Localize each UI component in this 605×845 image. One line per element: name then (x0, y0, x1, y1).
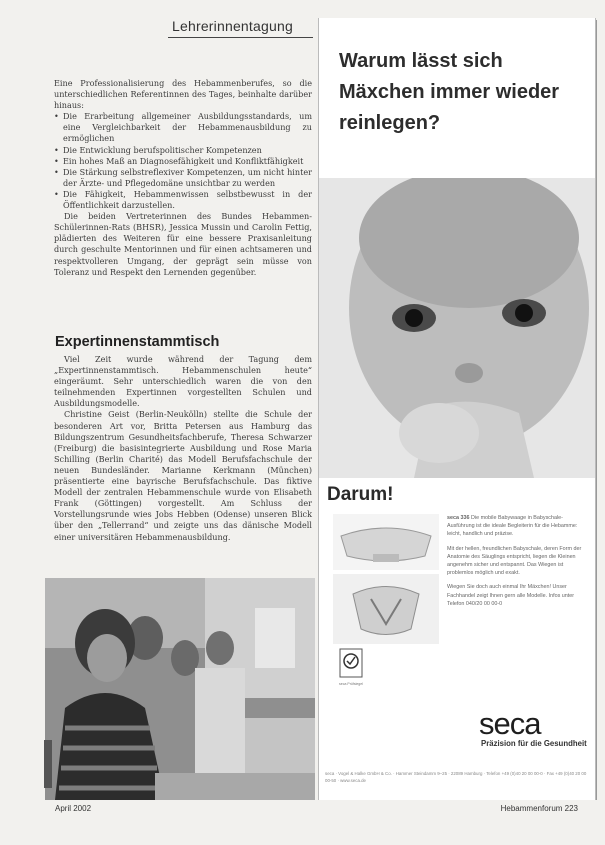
ad-copy (447, 514, 585, 614)
subheading: Expertinnenstammtisch (55, 334, 220, 350)
article-paragraph: Die beiden Vertreterinnen des Bundes Hebammen-Schülerinnen-Rats (BHSR), Jessica Mussin und Carolin Fettig, plädierten des Weiteren für eine bessere Praxisanleitung durch geschulte Mentorinnen und für einen achtsameren und respektvolleren Umgang, der geprägt sein müsse von Toleranz und Respekt den Lernenden gegenüber. (54, 211, 312, 277)
article-paragraph: Christine Geist (Berlin-Neukölln) stellte die Schule der besonderen Art vor, Britta Petersen aus Hamburg das Bildungszentrum Gesundheitsfachberufe, Theresa Schwarzer (Freiburg) die basisintegrierte Ausbildung und Rose Maria Schilling (Berlin Charité) das Modell Berufsfachschule der neuen Bundesländer. Marianne Kerkmann (München) präsentierte eine bayrische Berufsfachschule. Das fiktive Modell der zentralen Hebammenschule wurde von Elisabeth Frank (Göttingen) vorgestellt. Am Schluss der Vorstellungsrunde wies Jobs Hebben (Odense) unseren Blick über den „Tellerrand“ und zeigte uns das dänische Modell einer universitären Hebammenausbildung. (54, 409, 312, 542)
ad-answer: Darum! (327, 484, 394, 505)
section-tag: Lehrerinnentagung (172, 18, 293, 34)
bullet-item: • Die Erarbeitung allgemeiner Ausbildungsstandards, um eine Vergleichbarkeit der Hebammenausbildung zu ermöglichen (54, 111, 312, 144)
ad-copy-3: Wiegen Sie doch auch einmal Ihr Mäxchen! Unser Fachhandel zeigt Ihnen gern alle Modelle. Infos unter Telefon 040/20 00 00-0 (447, 584, 575, 607)
baby-tray-image (333, 574, 439, 644)
advertisement (318, 18, 596, 800)
photo-classroom-image (45, 578, 315, 800)
header-rule (168, 37, 313, 38)
bullet-item: • Die Fähigkeit, Hebammenwissen selbstbewusst in der Öffentlichkeit darzustellen. (54, 189, 312, 211)
seca-logo: seca (479, 706, 541, 741)
baby-photo (319, 178, 595, 478)
ad-copy-2: Mit der hellen, freundlichen Babyschale, deren Form der Anatomie des Säuglings entspricht, liegen die Kleinen angenehm sicher und entspannt. Das Wiegen ist problemlos möglich und exakt. (447, 545, 582, 577)
bullet-item: • Die Stärkung selbstreflexiver Kompetenzen, um nicht hinter der Ärzte- und Pflegedomäne unsichtbar zu werden (54, 167, 312, 189)
seca-tagline: Präzision für die Gesundheit (481, 739, 587, 748)
ad-address: seca · Vogel & Halke GmbH & Co. · Hammer Steindamm 9–25 · 22089 Hamburg · Telefon +49 (0)40 20 00 00-0 · Fax +49 (0)40 20 00 00-50 · www.seca.de (325, 771, 587, 783)
ad-copy-1 (447, 514, 585, 539)
article-column-top (54, 78, 312, 278)
bullet-item: • Ein hohes Maß an Diagnosefähigkeit und Konfliktfähigkeit (54, 156, 312, 167)
article-photo (45, 578, 315, 800)
ad-headline: Warum lässt sich Mäxchen immer wieder reinlegen? (339, 50, 560, 134)
quality-seal-icon (339, 648, 363, 678)
ad-copy-1-text: Die mobile Babywaage in Babyschale-Ausführung ist die ideale Begleiterin für die Hebamme: leicht, handlich und präzise. (447, 515, 578, 538)
footer-magazine-page: Hebammenforum 223 (500, 804, 578, 813)
seal-caption: seca Prüfsiegel (339, 682, 363, 686)
article-paragraph: Viel Zeit wurde während der Tagung dem „Expertinnenstammtisch. Hebammenschulen heute“ eingeräumt. Sehr unterschiedlich waren die von den teilnehmenden Expertinnen vorgestellten Schulen und Ausbildungsmodelle. (54, 354, 312, 409)
article-column-bottom (54, 354, 312, 543)
margin-line (596, 20, 597, 800)
product-name: seca 336 (447, 515, 470, 521)
baby-scale-image (333, 514, 439, 570)
footer-date: April 2002 (55, 804, 92, 813)
photo-credit-strip (44, 740, 52, 788)
article-intro: Eine Professionalisierung des Hebammenberufes, so die unterschiedlichen Referentinnen des Tages, beinhalte darüber hinaus: (54, 78, 312, 111)
product-image-tray (333, 574, 439, 644)
product-image-scale (333, 514, 439, 570)
bullet-item: • Die Entwicklung berufspolitischer Kompetenzen (54, 145, 312, 156)
bullet-list (54, 111, 312, 211)
baby-image (319, 178, 595, 478)
